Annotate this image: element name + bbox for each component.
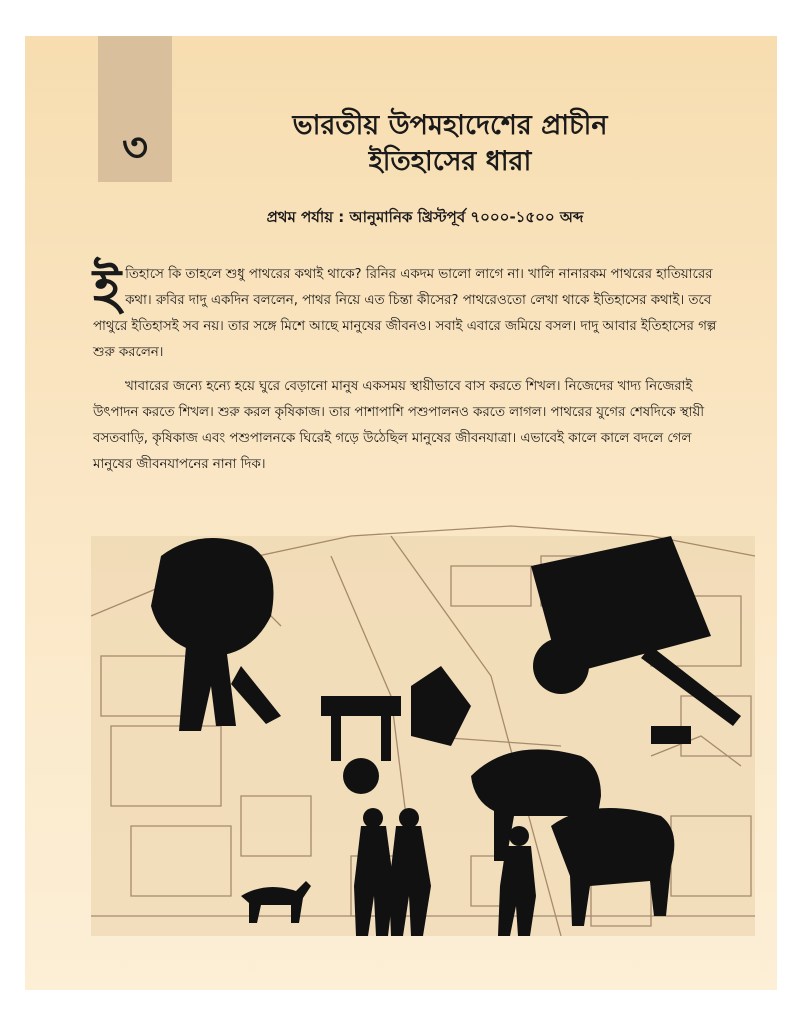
- chapter-number: ৩: [121, 125, 148, 171]
- chapter-title-line1: ভারতীয় উপমহাদেশের প্রাচীন: [292, 110, 608, 141]
- paragraph-1: [93, 257, 733, 366]
- chapter-tab: [98, 36, 172, 182]
- chapter-subtitle: প্রথম পর্যায় : আনুমানিক খ্রিস্টপূর্ব ৭০০০-১৫০০ অব্দ: [266, 208, 584, 226]
- paragraph-1-text: তিহাসে কি তাহলে শুধু পাথরের কথাই থাকে? রিনির একদম ভালো লাগে না। খালি নানারকম পাথরের হাতিয়ারের কথা। রুবির দাদু একদিন বললেন, পাথর নিয়ে এত চিন্তা কীসের? পাথরেওতো লেখা থাকে ইতিহাসের কথাই। তবে পাথুরে ইতিহাসই সব নয়। তার সঙ্গে মিশে আছে মানুষের জীবনও। সবাই এবারে জমিয়ে বসল। দাদু আবার ইতিহাসের গল্প শুরু করলেন।: [93, 267, 717, 360]
- chapter-title-line2: ইতিহাসের ধারা: [368, 146, 532, 177]
- settlement-illustration: [91, 496, 755, 956]
- page: [25, 36, 777, 990]
- paragraph-2: খাবারের জন্যে হন্যে হয়ে ঘুরে বেড়ানো মানুষ একসময় স্থায়ীভাবে বাস করতে শিখল। নিজেদের খাদ্য নিজেরাই উৎপাদন করতে শিখল। শুরু করল কৃষিকাজ। তার পাশাপাশি পশুপালনও করতে লাগল। পাথরের যুগের শেষদিকে স্থায়ী বসতবাড়ি, কৃষিকাজ এবং পশুপালনকে ঘিরেই গড়ে উঠেছিল মানুষের জীবনযাত্রা। এভাবেই কালে কালে বদলে গেল মানুষের জীবনযাপনের নানা দিক।: [93, 379, 705, 472]
- chapter-title: [235, 108, 665, 180]
- drop-cap: ই: [93, 257, 122, 320]
